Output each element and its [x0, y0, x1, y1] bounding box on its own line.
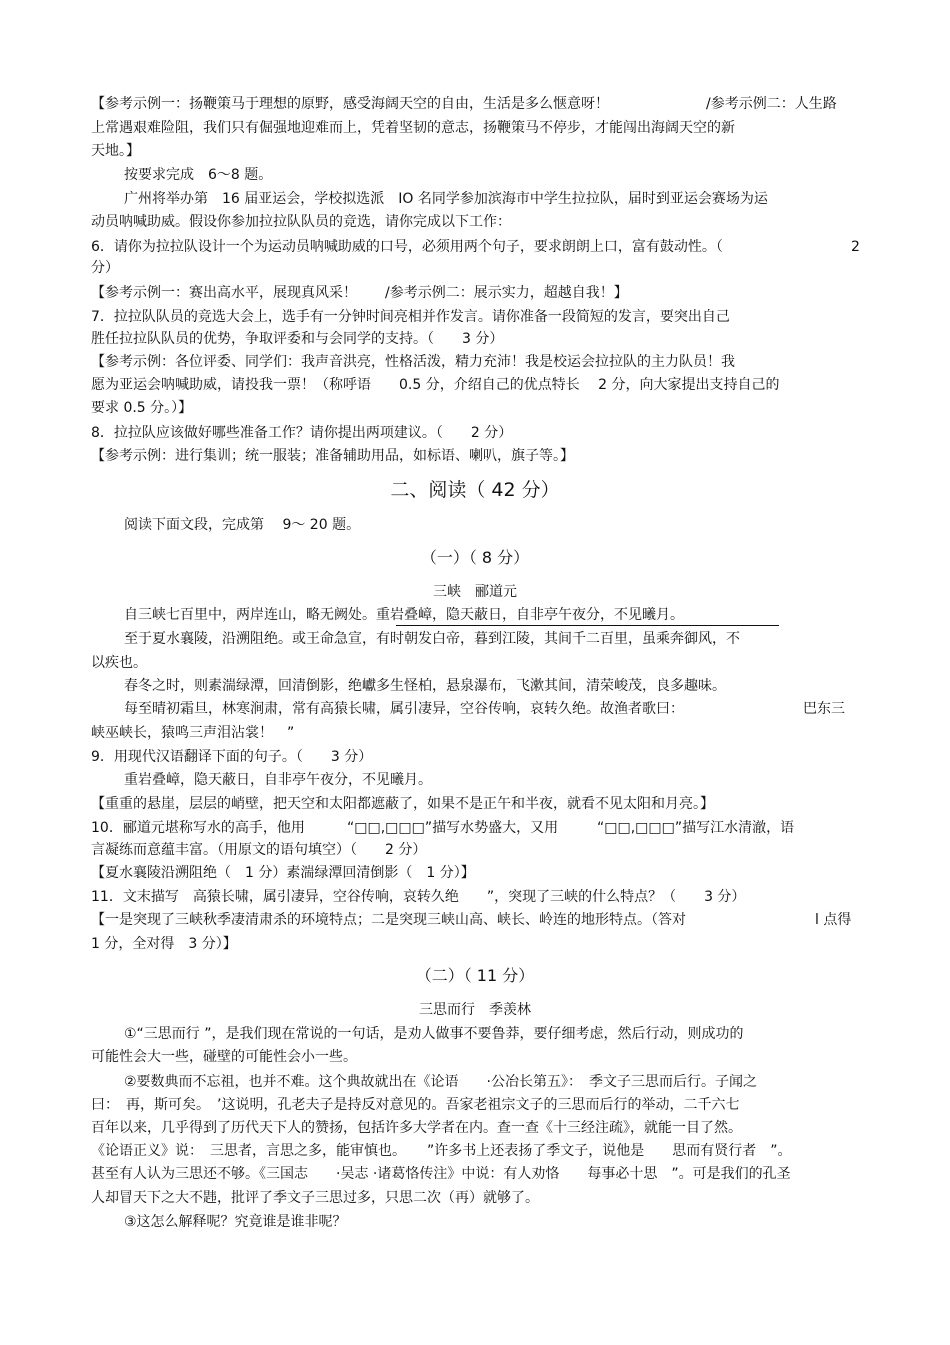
question-10: 10．郦道元堪称写水的高手，他用 [91, 820, 305, 836]
answer-line: 天地。】 [91, 143, 140, 159]
subsection-heading: （一）（ 8 分） [420, 548, 530, 567]
passage-line: ③这怎么解释呢？究竟谁是谁非呢？ [124, 1214, 347, 1230]
passage-line: 曰： 再，斯可矣。 ’这说明，孔老夫子是持反对意见的。吾家老祖宗文子的三思而后行的举动，二千六七 [91, 1097, 740, 1113]
passage-line: 《论语正义》说： 三思者，言思之多，能审慎也。 ”许多书上还表扬了季文子，说他是 思而有贤行者 ”。 [91, 1143, 792, 1159]
passage-line: 春冬之时，则素湍绿潭，回清倒影，绝巘多生怪柏，悬泉瀑布，飞漱其间，清荣峻茂，良多趣味。 [124, 678, 726, 694]
answer-line: 【参考示例一：扬鞭策马于理想的原野，感受海阔天空的自由，生活是多么惬意呀！ [91, 96, 609, 112]
passage-line: 自三峡七百里中，两岸连山，略无阙处。重岩叠嶂，隐天蔽日，自非亭午夜分，不见曦月。 [124, 607, 684, 623]
passage-line: 峡巫峡长，猿鸣三声泪沾裳！ ” [91, 725, 295, 741]
question-8: 8．拉拉队应该做好哪些准备工作？请你提出两项建议。（ 2 分） [91, 425, 513, 441]
answer-line: 【参考示例：各位评委、同学们：我声音洪亮，性格活泼，精力充沛！我是校运会拉拉队的主力队员！我 [91, 354, 735, 370]
passage-line: ①“三思而行 ”，是我们现在常说的一句话，是劝人做事不要鲁莽，要仔细考虑，然后行动，则成功的 [124, 1026, 744, 1042]
instruction-line: 按要求完成 6～8 题。 [124, 167, 273, 183]
paragraph-line: 动员呐喊助威。假设你参加拉拉队队员的竞选，请你完成以下工作： [91, 214, 511, 230]
section-heading: 二、阅读（ 42 分） [390, 479, 560, 501]
passage-title: 三思而行 季羡林 [419, 1002, 531, 1018]
passage-line: 以疾也。 [91, 655, 147, 671]
question-7: 胜任拉拉队队员的优势，争取评委和与会同学的支持。（ 3 分） [91, 331, 504, 347]
answer-line: 【重重的悬崖，层层的峭壁，把天空和太阳都遮蔽了，如果不是正午和半夜，就看不见太阳和月亮。】 [91, 796, 714, 812]
answer-line: 1 分，全对得 3 分）】 [91, 936, 237, 952]
question-7: 7．拉拉队队员的竞选大会上，选手有一分钟时间亮相并作发言。请你准备一段简短的发言，要突出自己 [91, 309, 730, 325]
answer-line: 【参考示例一：赛出高水平，展现真风采！ /参考示例二：展示实力，超越自我！】 [91, 285, 628, 301]
passage-line: ②要数典而不忘祖，也并不难。这个典故就出在《论语 ·公冶长第五》： 季文子三思而后行。子闻之 [124, 1074, 757, 1090]
passage-line: 巴东三 [803, 701, 845, 717]
text-underline [396, 625, 779, 626]
passage-title: 三峡 郦道元 [433, 584, 517, 600]
answer-line: 【夏水襄陵沿溯阻绝（ 1 分）素湍绿潭回清倒影（ 1 分）】 [91, 865, 475, 881]
question-9-sentence: 重岩叠嶂，隐天蔽日，自非亭午夜分，不见曦月。 [124, 772, 432, 788]
paragraph-line: 广州将举办第 16 届亚运会，学校拟选派 IO 名同学参加滨海市中学生拉拉队，届时到亚运会赛场为运 [124, 191, 768, 207]
passage-line: 每至晴初霜旦，林寒涧肃，常有高猿长啸，属引凄异，空谷传响，哀转久绝。故渔者歌曰： [124, 701, 684, 717]
answer-line: /参考示例二：人生路 [706, 96, 837, 112]
answer-line: 要求 0.5 分。）】 [91, 400, 193, 416]
passage-line: 至于夏水襄陵，沿溯阻绝。或王命急宣，有时朝发白帝，暮到江陵，其间千二百里，虽乘奔御风，不 [124, 631, 740, 647]
subsection-heading: （二）（ 11 分） [415, 966, 535, 985]
question-6-score: 2 [851, 239, 860, 255]
passage-line: 人却冒天下之大不韪，批评了季文子三思过多，只思二次（再）就够了。 [91, 1190, 539, 1206]
answer-line: l 点得 [815, 912, 852, 928]
passage-line: 可能性会大一些，碰壁的可能性会小一些。 [91, 1049, 357, 1065]
question-10-blank: “□□,□□□”描写水势盛大，又用 [347, 820, 559, 836]
answer-line: 【参考示例：进行集训；统一服装；准备辅助用品，如标语、喇叭，旗子等。】 [91, 448, 574, 464]
question-10-blank: “□□,□□□”描写江水清澈，语 [597, 820, 795, 836]
answer-line: 【一是突现了三峡秋季凄清肃杀的环境特点；二是突现三峡山高、峡长、岭连的地形特点。（答对 [91, 912, 686, 928]
instruction-line: 阅读下面文段，完成第 9～ 20 题。 [124, 517, 361, 533]
answer-line: 愿为亚运会呐喊助威，请投我一票！（称呼语 0.5 分，介绍自己的优点特长 2 分，向大家提出支持自己的 [91, 377, 780, 393]
question-6: 6．请你为拉拉队设计一个为运动员呐喊助威的口号，必须用两个句子，要求朗朗上口，富有鼓动性。（ [91, 239, 723, 255]
answer-line: 上常遇艰难险阻，我们只有倔强地迎难而上，凭着坚韧的意志，扬鞭策马不停步，才能闯出海阔天空的新 [91, 120, 735, 136]
question-9: 9．用现代汉语翻译下面的句子。（ 3 分） [91, 749, 373, 765]
question-11: 11．文末描写 高猿长啸，属引凄异，空谷传响，哀转久绝 ”，突现了三峡的什么特点？（ 3 分） [91, 889, 746, 905]
passage-line: 甚至有人认为三思还不够。《三国志 ·吴志 ·诸葛恪传注》中说：有人劝恪 每事必十思 ”。可是我们的孔圣 [91, 1166, 791, 1182]
passage-line: 百年以来，几乎得到了历代天下人的赞扬，包括许多大学者在内。查一查《十三经注疏》，就能一目了然。 [91, 1120, 742, 1136]
question-6: 分） [91, 260, 119, 276]
question-10: 言凝练而意蕴丰富。（用原文的语句填空）（ 2 分） [91, 842, 427, 858]
